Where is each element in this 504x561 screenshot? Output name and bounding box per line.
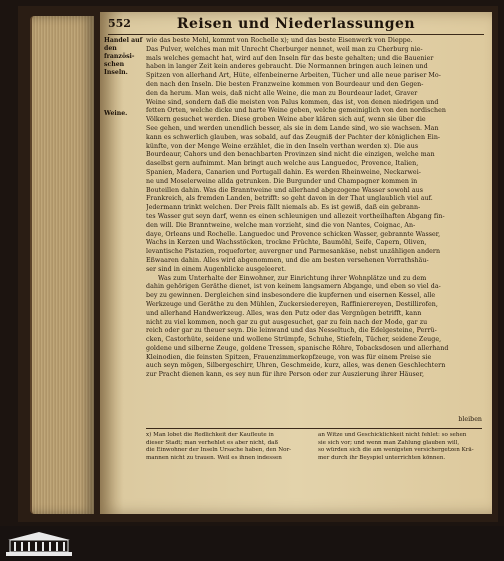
text-line: Spitzen von allerhand Art, Hüte, elfenbeinerne Arbeiten, Tücher und alle neue pariser Mo-: [146, 72, 441, 80]
text-line: ser sind in einem Augenblicke ausgeleeret.: [146, 265, 287, 273]
text-line: reich oder gar zu theuer seyn. Die leinwand und das Nesseltuch, die Edelgesteine, Perrü-: [146, 327, 437, 335]
text-line: ne und Moselerweine allda getrunken. Die Burgunder und Champagner kommen in: [146, 177, 418, 185]
footnote-line: x) Man lobet die Redlichkeit der Kaufleute in: [146, 432, 274, 438]
text-line: zur Pracht dienen kann, es sey nun für ihre Person oder zur Auszierung ihrer Häuser,: [146, 371, 424, 379]
text-line: Weine sind, sondern daß die meisten von Palus kommen, das ist, von denen niedrigen und: [146, 98, 439, 106]
text-line: Was zum Unterhalte der Einwohner, zur Einrichtung ihrer Wohnplätze und zu dem: [158, 274, 427, 282]
footnote-line: mer durch ihr Beyspiel unterrichten können.: [318, 454, 446, 461]
text-line: Eßwaaren dahin. Alles wird abgenommen, und die am besten versehenen Vorrathshäu-: [146, 256, 429, 264]
text-line: daye, Orleans und Rochelle. Languedoc und Provence schicken Wasser, gebrannte Wasser,: [146, 230, 441, 238]
footnote-line: dieser Stadt; man verhehlet es aber nicht, daß: [146, 439, 279, 446]
page-number: 552: [108, 17, 131, 30]
text-line: cken, Castorhüte, seidene und wollene Strümpfe, Schuhe, Stiefeln, Tücher, seidene Zeuge,: [146, 336, 442, 344]
text-line: Das Pulver, welches man mit Unrecht Cherburger nennet, weil man zu Cherburg nie-: [146, 45, 423, 53]
margin-note: Handel auf: [104, 37, 143, 44]
text-line: Werkzeuge und Geräthe zu den Mühlen, Zuckersiedereyen, Raffinierereyen, Destillirofen,: [146, 300, 438, 308]
text-line: den will. Die Branntweine, welche man vorzieht, sind die von Nantes, Coignac, An-: [146, 221, 416, 229]
book-fore-edge: [30, 16, 94, 514]
text-line: daselbst gern aufnimmt. Man bringt auch welche aus Languedoc, Provence, Italien,: [146, 160, 419, 168]
footnote-column-right: [318, 432, 482, 462]
text-line: auch seyn mögen, Silbergeschirr, Uhren, Geschmeide, kurz, alles, was denen Geschlechtern: [146, 362, 446, 370]
margin-note-weine: Weine.: [104, 110, 128, 117]
running-head: Reisen und Niederlassungen: [176, 16, 416, 32]
text-line: goldene und silberne Zeuge, goldene Tressen, spanische Röhre, Tobacksdosen und allerhand: [146, 344, 449, 352]
text-line: dahin gehörigen Geräthe dienet, ist von keinem langsamern Abgange, und eben so viel da-: [146, 283, 441, 291]
text-line: kann es schwerlich glauben, was sobald, auf das Zeugniß der Pachter der königlichen Ein-: [146, 133, 441, 141]
main-text: [146, 37, 482, 415]
text-line: tes Wasser gut seyn darf, wenn es einen schleunigen und allezeit vortheilhaften Abgang fin-: [146, 212, 445, 220]
text-line: Bouteillen dahin. Was die Branntweine und allerhand abgezogene Wasser sowohl aus: [146, 186, 424, 194]
page-content: [100, 12, 492, 514]
text-line: Kleinodien, die feinsten Spitzen, Frauenzimmerkopfzeuge, von was für einem Preise sie: [146, 353, 432, 361]
margin-note: den französi-: [104, 45, 135, 60]
footnote-column-left: [146, 432, 310, 462]
footnote-line: mannen nicht zu trauen. Weil es ihnen indessen: [146, 454, 282, 461]
library-building-icon: [4, 530, 74, 558]
text-line: den nach den Inseln. Die besten Franzweine kommen von Bourdeaur und den Gegen-: [146, 80, 424, 88]
text-line: und allerhand Handwerkzeug. Alles, was den Putz oder das Vergnügen betrifft, kann: [146, 309, 422, 317]
catchword: bleiben: [458, 416, 482, 423]
library-logo-strip: [0, 526, 504, 561]
text-line: fetten Orten, welche dicke und harte Weine geben, welche gemeiniglich von den nordischen: [146, 107, 446, 115]
text-line: See gehen, und werden unendlich besser, als sie in dem Lande sind, wo sie wachsen. Man: [146, 124, 439, 132]
text-line: levantische Pistazien, roqueforter, auvergner und Parmesankäse, nebst unzähligen andern: [146, 248, 441, 256]
footnotes: [146, 432, 482, 508]
text-line: Wachs in Kerzen und Wachsstöcken, trockne Früchte, Baumöhl, Seife, Capern, Oliven,: [146, 239, 427, 247]
margin-notes: [104, 37, 148, 118]
footnote-line: sie sich vor; und wenn man Zahlung glauben will,: [318, 439, 460, 446]
footnote-line: so würden sich die am wenigsten versichergetzen Krä-: [318, 447, 474, 454]
text-line: künfte, von der Menge Weine erzählet, die in den Inseln verthan werden x). Die aus: [146, 142, 419, 150]
text-line: wie das beste Mehl, kommt von Rochelle x); und das beste Eisenwerk von Dieppe.: [146, 37, 413, 44]
text-line: Bourdeaur, Cahors und den benachbarten Provinzen sind nicht die einzigen, welche man: [146, 151, 435, 159]
text-line: nicht zu viel kommen, noch gar zu gut ausgesuchet, gar zu fein nach der Mode, gar zu: [146, 318, 428, 326]
text-line: mals welches gemacht hat, wird auf den Inseln für das beste gehalten; und die Bauenier: [146, 54, 434, 62]
margin-note: schen Inseln.: [104, 61, 128, 76]
text-line: bey zu gewinnen. Dergleichen sind insbesondere die kupfernen und eisernen Kessel, alle: [146, 292, 436, 300]
footnote-line: die Einwohner der Inseln Ursache haben, den Nor-: [146, 447, 292, 454]
footnote-rule: [146, 428, 482, 429]
text-line: Spanien, Madera, Canarien und Portugall dahin. Es werden Rheinweine, Neckarwei-: [146, 168, 421, 176]
footnote-line: an Witze und Geschicklichkeit nicht fehlet: so sehen: [318, 432, 467, 438]
text-line: den da herum. Man weis, daß nicht alle Weine, die man zu Bourdeaur ladet, Graver: [146, 89, 418, 97]
text-line: haben in langer Zeit kein anderes gebraucht. Die Normannen bringen auch leinen und: [146, 63, 428, 71]
text-line: Frankreich, als fremden Landen, betrifft: so geht davon in der That unglaublich viel auf.: [146, 195, 433, 203]
text-line: Völkern gesuchet werden. Diese groben Weine aber klären sich auf, wenn sie über die: [146, 116, 426, 124]
text-line: Jedermann trinkt welchen. Der Preis fällt niemals ab. Es ist gewiß, daß ein gebrann-: [146, 204, 421, 212]
